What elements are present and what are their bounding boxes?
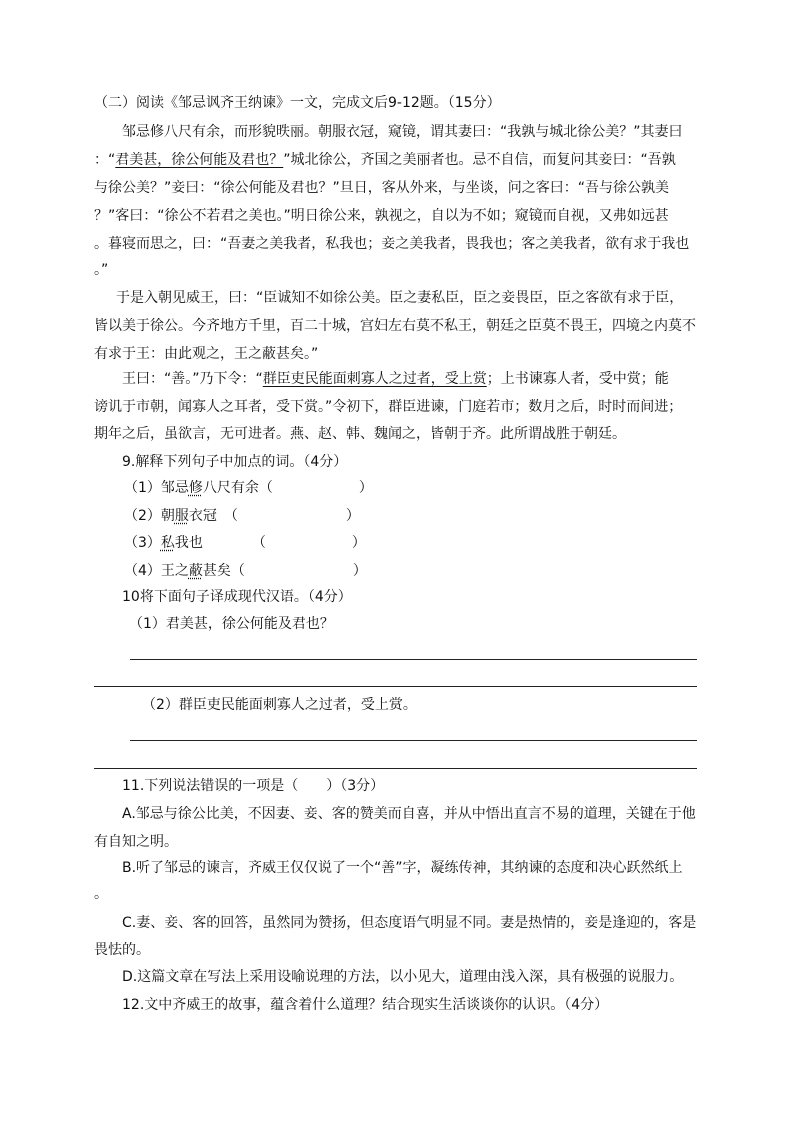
q9-item-4: （4）王之蔽甚矣（ ）: [124, 563, 367, 579]
answer-line[interactable]: [130, 659, 697, 660]
passage-p1-line2: ：“君美甚，徐公何能及君也？”城北徐公，齐国之美丽者也。忌不自信，而复问其妾曰：“吾孰: [94, 152, 676, 168]
q9-item-2: （2）朝服衣冠 （ ）: [124, 508, 360, 524]
passage-p1-line6: 。”: [94, 262, 109, 278]
q11-option-c-line2: 畏怯的。: [94, 942, 150, 958]
passage-p2-line1: 于是入朝见威王，曰：“臣诚知不如徐公美。臣之妻私臣，臣之妾畏臣，臣之客欲有求于臣，: [116, 290, 684, 306]
dotted-word: 服: [174, 508, 189, 524]
q10-title: 10将下面句子译成现代汉语。（4分）: [122, 589, 352, 605]
section-heading: （二）阅读《邹忌讽齐王纳谏》一文，完成文后9-12题。（15分）: [94, 95, 501, 111]
q11-option-c-line1: C.妻、妾、客的回答，虽然同为赞扬，但态度语气明显不同。妻是热情的，妾是逢迎的，客是: [122, 915, 697, 931]
passage-p2-line3: 有求于王：由此观之，王之蔽甚矣。”: [94, 346, 319, 362]
passage-p3-line3: 期年之后，虽欲言，无可进者。燕、赵、韩、魏闻之，皆朝于齐。此所谓战胜于朝廷。: [94, 426, 626, 442]
passage-p1-line3: 与徐公美？”妾曰：“徐公何能及君也？”旦日，客从外来，与坐谈，问之客曰：“吾与徐公孰美: [94, 180, 670, 196]
passage-p3-line1: 王曰：“善。”乃下令：“群臣吏民能面刺寡人之过者，受上赏；上书谏寡人者，受中赏；能: [122, 371, 669, 387]
underlined-sentence-2: 群臣吏民能面刺寡人之过者，受上赏: [262, 371, 487, 387]
q11-title: 11.下列说法错误的一项是（ ）（3分）: [122, 778, 385, 794]
dotted-word: 私: [160, 535, 175, 551]
q9-item-1: （1）邹忌修八尺有余（ ）: [124, 480, 373, 496]
q11-option-b-line1: B.听了邹忌的谏言，齐威王仅仅说了一个“善”字，凝练传神，其纳谏的态度和决心跃然纸上: [122, 860, 683, 876]
passage-p3-line2: 谤讥于市朝，闻寡人之耳者，受下赏。”令初下，群臣进谏，门庭若市；数月之后，时时而间进；: [94, 399, 683, 415]
q9-item-3: （3）私我也 （ ）: [124, 535, 366, 551]
q11-option-a-line2: 有自知之明。: [94, 834, 178, 850]
underlined-sentence-1: 君美甚，徐公何能及君也？: [115, 152, 284, 168]
q9-title: 9.解释下列句子中加点的词。（4分）: [122, 454, 348, 470]
passage-p2-line2: 皆以美于徐公。今齐地方千里，百二十城，宫妇左右莫不私王，朝廷之臣莫不畏王，四境之内莫不: [94, 318, 696, 334]
dotted-word: 修: [188, 480, 203, 496]
q12-title: 12.文中齐威王的故事，蕴含着什么道理？结合现实生活谈谈你的认识。（4分）: [122, 997, 609, 1013]
q10-sentence-1: （1）君美甚，徐公何能及君也？: [129, 616, 334, 632]
passage-p1-line5: 。暮寝而思之，曰：“吾妻之美我者，私我也；妾之美我者，畏我也；客之美我者，欲有求于我也: [94, 236, 690, 252]
answer-line[interactable]: [94, 768, 697, 769]
passage-p1-line1: 邹忌修八尺有余，而形貌昳丽。朝服衣冠，窥镜，谓其妻曰：“我孰与城北徐公美？”其妻曰: [122, 124, 683, 140]
q11-option-a-line1: A.邹忌与徐公比美，不因妻、妾、客的赞美而自喜，并从中悟出直言不易的道理，关键在于他: [122, 806, 696, 822]
passage-p1-line4: ？”客曰：“徐公不若君之美也。”明日徐公来，孰视之，自以为不如；窥镜而自视，又弗如远甚: [94, 208, 669, 224]
dotted-word: 蔽: [188, 563, 203, 579]
q11-option-b-line2: 。: [94, 886, 108, 902]
answer-line[interactable]: [94, 686, 697, 687]
answer-line[interactable]: [130, 740, 697, 741]
q10-sentence-2: （2）群臣吏民能面刺寡人之过者，受上赏。: [142, 697, 417, 713]
q11-option-d: D.这篇文章在写法上采用设喻说理的方法，以小见大，道理由浅入深，具有极强的说服力。: [122, 969, 684, 985]
